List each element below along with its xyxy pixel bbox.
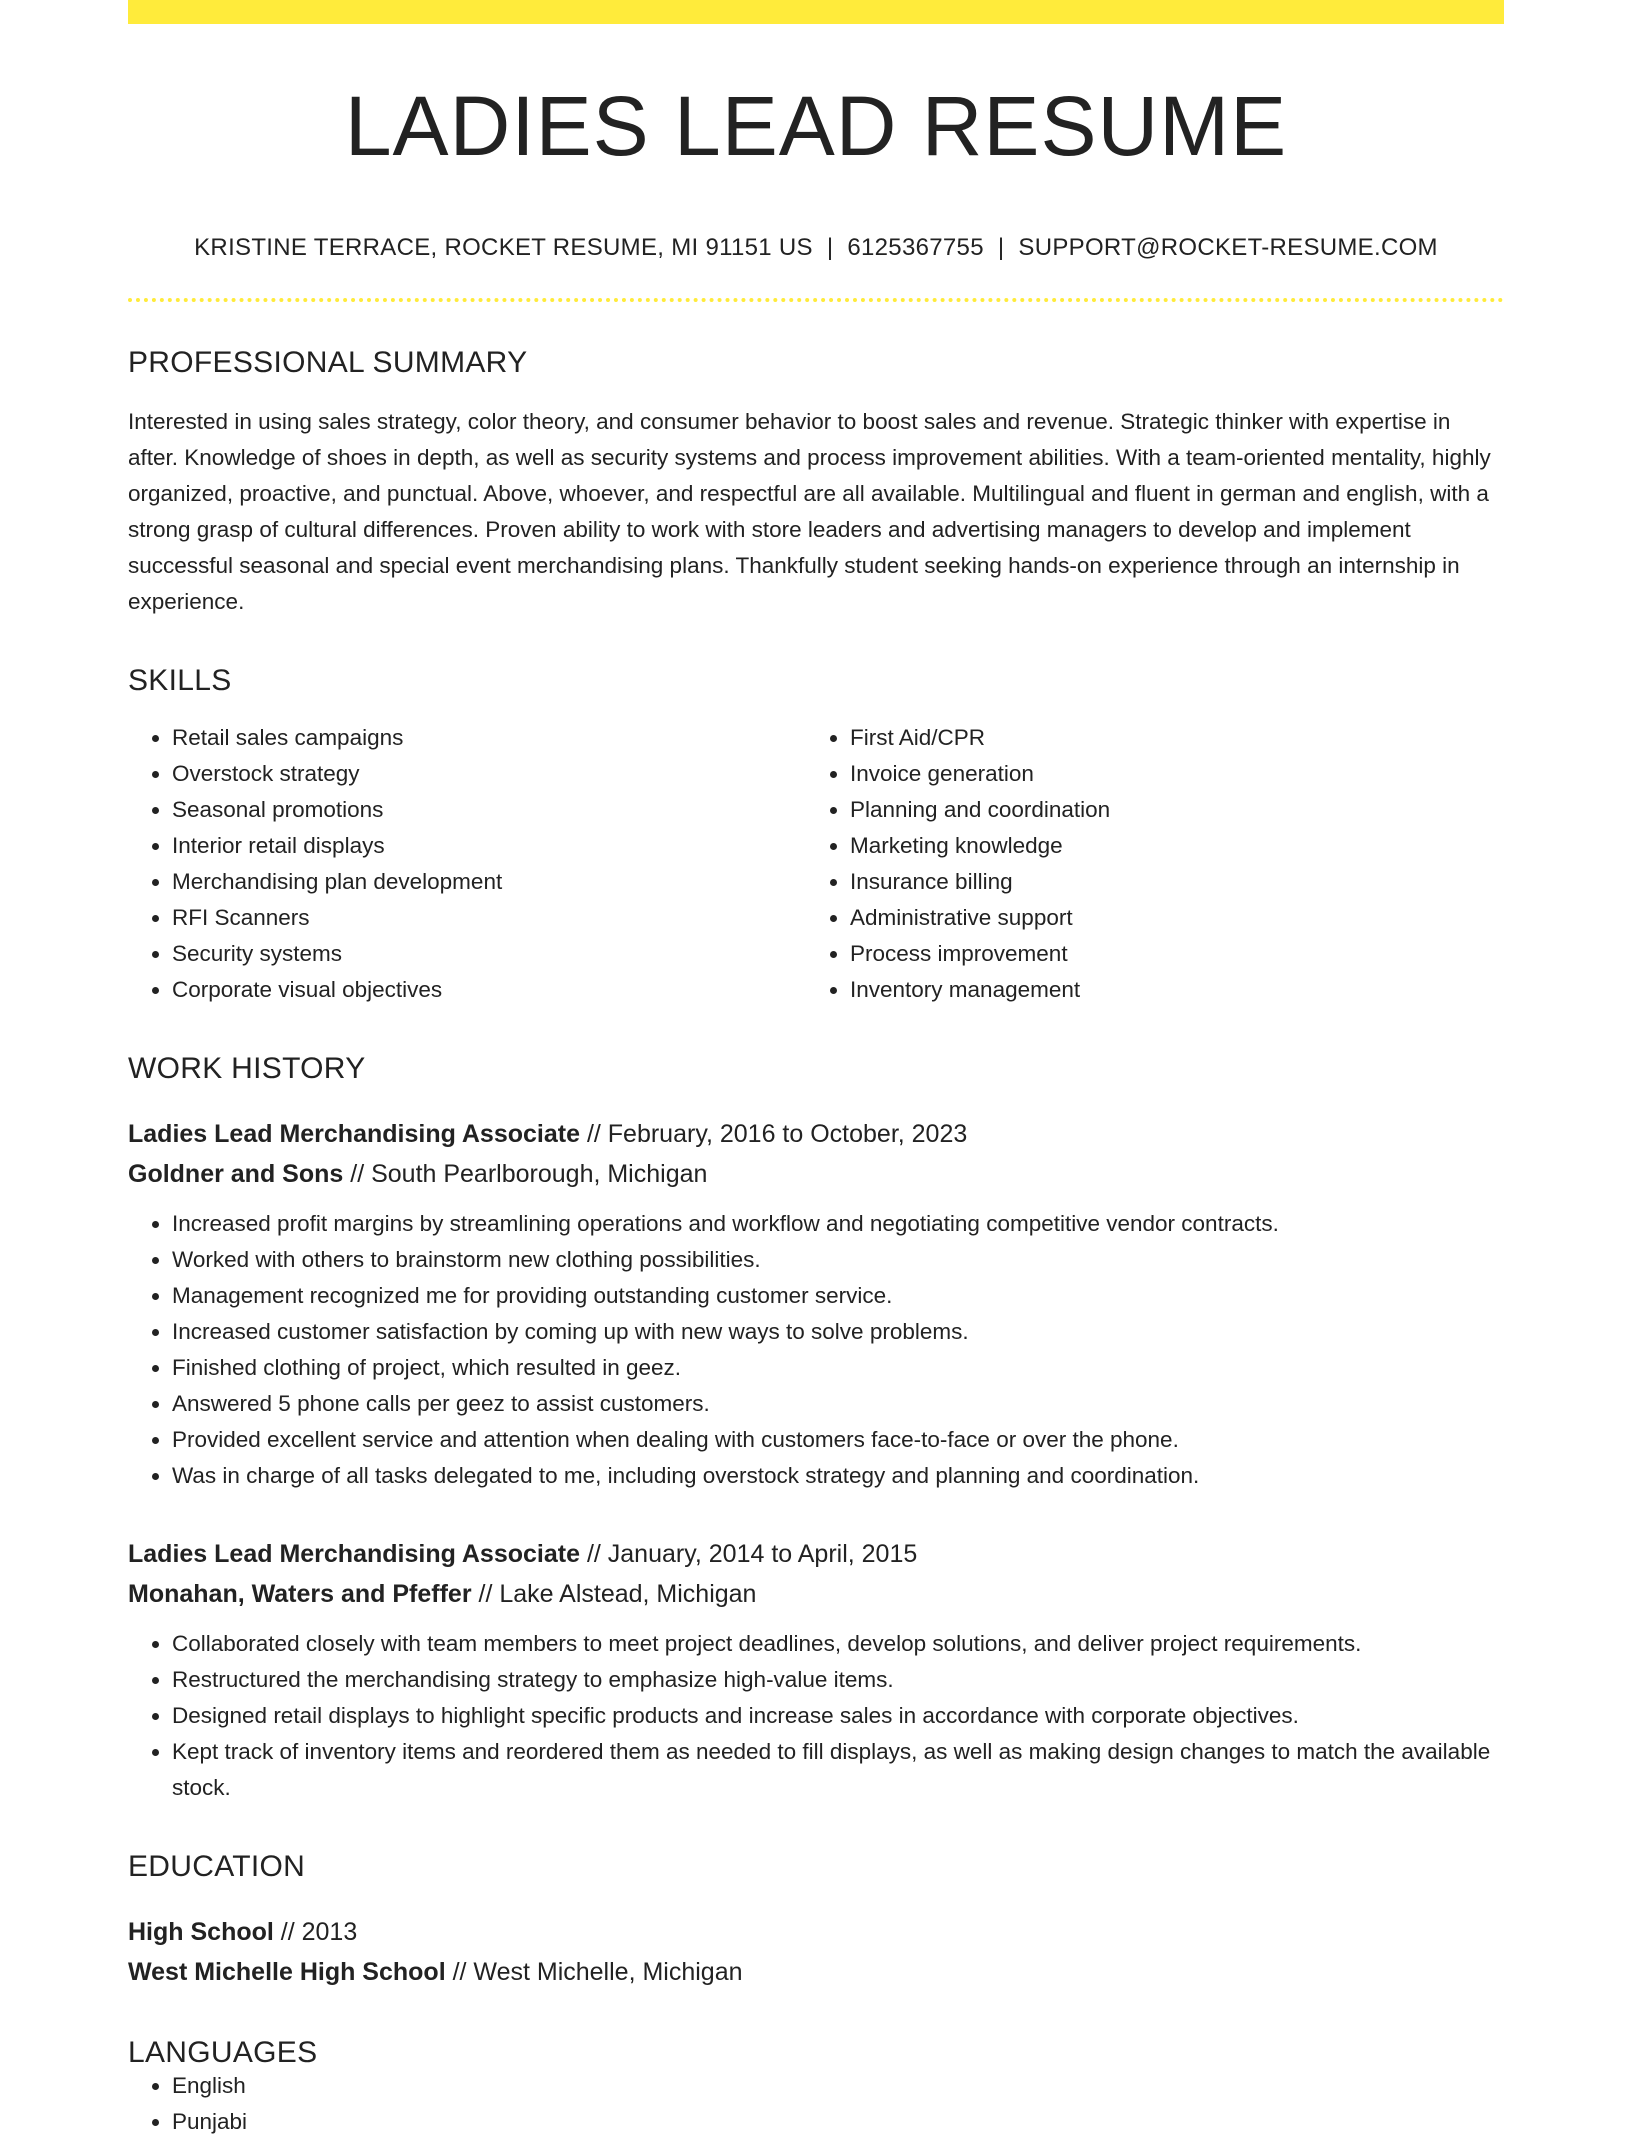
job-bullet: • Answered 5 phone calls per geez to assist customers. xyxy=(172,1386,1504,1422)
language-item: • English xyxy=(172,2068,1504,2104)
skill-item: • Inventory management xyxy=(850,972,1484,1008)
education-entry xyxy=(128,1912,1504,1992)
job-bullets xyxy=(128,1206,1504,1494)
skill-item: • Administrative support xyxy=(850,900,1484,936)
summary-title: PROFESSIONAL SUMMARY xyxy=(128,346,528,379)
skill-item: • Corporate visual objectives xyxy=(172,972,806,1008)
skill-item: • Process improvement xyxy=(850,936,1484,972)
job-position: Ladies Lead Merchandising Associate xyxy=(128,1540,580,1568)
education-location: // West Michelle, Michigan xyxy=(445,1958,743,1986)
skill-item: • Security systems xyxy=(172,936,806,972)
resume-name: LADIES LEAD RESUME xyxy=(344,79,1288,173)
education-degree-line xyxy=(128,1912,1504,1952)
job-entry xyxy=(128,1114,1504,1494)
contact-line xyxy=(128,234,1504,262)
job-bullet: • Kept track of inventory items and reordered them as needed to fill displays, as well as making design changes to match the available stock. xyxy=(172,1734,1504,1806)
education-section xyxy=(128,1852,1504,1992)
resume-page xyxy=(128,0,1504,2140)
summary-text: Interested in using sales strategy, color theory, and consumer behavior to boost sales and revenue. Strategic thinker with expertise in after. Knowledge of shoes in depth, as well as security systems and process improvement abilities. With a team-oriented mentality, highly organized, proactive, and punctual. Above, whoever, and respectful are all available. Multilingual and fluent in german and english, with a strong grasp of cultural differences. Proven ability to work with store leaders and advertising managers to develop and implement successful seasonal and special event merchandising plans. Thankfully student seeking hands-on experience through an internship in experience. xyxy=(128,409,1491,614)
accent-top-bar xyxy=(128,0,1504,24)
job-bullet: • Finished clothing of project, which resulted in geez. xyxy=(172,1350,1504,1386)
job-company-line xyxy=(128,1574,1504,1614)
skill-item: • Seasonal promotions xyxy=(172,792,806,828)
job-bullet: • Collaborated closely with team members to meet project deadlines, develop solutions, and deliver project requirements. xyxy=(172,1626,1504,1662)
summary-section xyxy=(128,348,1504,620)
skills-list-right xyxy=(806,720,1484,1008)
education-school: West Michelle High School xyxy=(128,1958,446,1986)
job-position-line xyxy=(128,1534,1504,1574)
skills-list-left xyxy=(128,720,806,1008)
contact-address: KRISTINE TERRACE, ROCKET RESUME, MI 91151 US xyxy=(194,234,813,261)
languages-list xyxy=(128,2068,1504,2140)
contact-phone: 6125367755 xyxy=(847,234,984,261)
contact-email: SUPPORT@ROCKET-RESUME.COM xyxy=(1018,234,1438,261)
job-bullets xyxy=(128,1626,1504,1806)
skills-column-left xyxy=(128,720,806,1008)
skills-column-right xyxy=(806,720,1484,1008)
skills-section xyxy=(128,666,1504,1008)
job-position-line xyxy=(128,1114,1504,1154)
skills-title: SKILLS xyxy=(128,664,232,697)
education-school-line xyxy=(128,1952,1504,1992)
job-entry xyxy=(128,1534,1504,1806)
job-bullet: • Was in charge of all tasks delegated to me, including overstock strategy and planning and coordination. xyxy=(172,1458,1504,1494)
work-history-section xyxy=(128,1054,1504,1806)
languages-section xyxy=(128,2038,1504,2140)
skill-item: • Retail sales campaigns xyxy=(172,720,806,756)
job-position: Ladies Lead Merchandising Associate xyxy=(128,1120,580,1148)
job-dates: // February, 2016 to October, 2023 xyxy=(580,1120,968,1148)
languages-title: LANGUAGES xyxy=(128,2036,318,2069)
job-bullet: • Restructured the merchandising strategy to emphasize high-value items. xyxy=(172,1662,1504,1698)
skill-item: • Insurance billing xyxy=(850,864,1484,900)
job-bullet: • Provided excellent service and attention when dealing with customers face-to-face or over the phone. xyxy=(172,1422,1504,1458)
contact-separator: | xyxy=(997,234,1005,261)
skill-item: • Marketing knowledge xyxy=(850,828,1484,864)
job-bullet: • Increased profit margins by streamlining operations and workflow and negotiating competitive vendor contracts. xyxy=(172,1206,1504,1242)
job-bullet: • Worked with others to brainstorm new clothing possibilities. xyxy=(172,1242,1504,1278)
job-bullet: • Increased customer satisfaction by coming up with new ways to solve problems. xyxy=(172,1314,1504,1350)
job-bullet: • Management recognized me for providing outstanding customer service. xyxy=(172,1278,1504,1314)
job-bullet: • Designed retail displays to highlight specific products and increase sales in accordance with corporate objectives. xyxy=(172,1698,1504,1734)
skill-item: • First Aid/CPR xyxy=(850,720,1484,756)
language-item: • Punjabi xyxy=(172,2104,1504,2140)
job-company: Monahan, Waters and Pfeffer xyxy=(128,1580,472,1608)
job-company: Goldner and Sons xyxy=(128,1160,344,1188)
contact-separator: | xyxy=(826,234,834,261)
skill-item: • Planning and coordination xyxy=(850,792,1484,828)
job-dates: // January, 2014 to April, 2015 xyxy=(580,1540,918,1568)
skill-item: • Overstock strategy xyxy=(172,756,806,792)
skill-item: • Interior retail displays xyxy=(172,828,806,864)
skill-item: • Merchandising plan development xyxy=(172,864,806,900)
skill-item: • RFI Scanners xyxy=(172,900,806,936)
education-degree: High School xyxy=(128,1918,274,1946)
job-company-line xyxy=(128,1154,1504,1194)
education-year: // 2013 xyxy=(273,1918,358,1946)
education-title: EDUCATION xyxy=(128,1850,306,1883)
job-location: // South Pearlborough, Michigan xyxy=(343,1160,708,1188)
job-location: // Lake Alstead, Michigan xyxy=(471,1580,757,1608)
work-history-title: WORK HISTORY xyxy=(128,1052,366,1085)
skill-item: • Invoice generation xyxy=(850,756,1484,792)
skills-columns xyxy=(128,720,1504,1008)
dotted-divider xyxy=(128,298,1504,302)
